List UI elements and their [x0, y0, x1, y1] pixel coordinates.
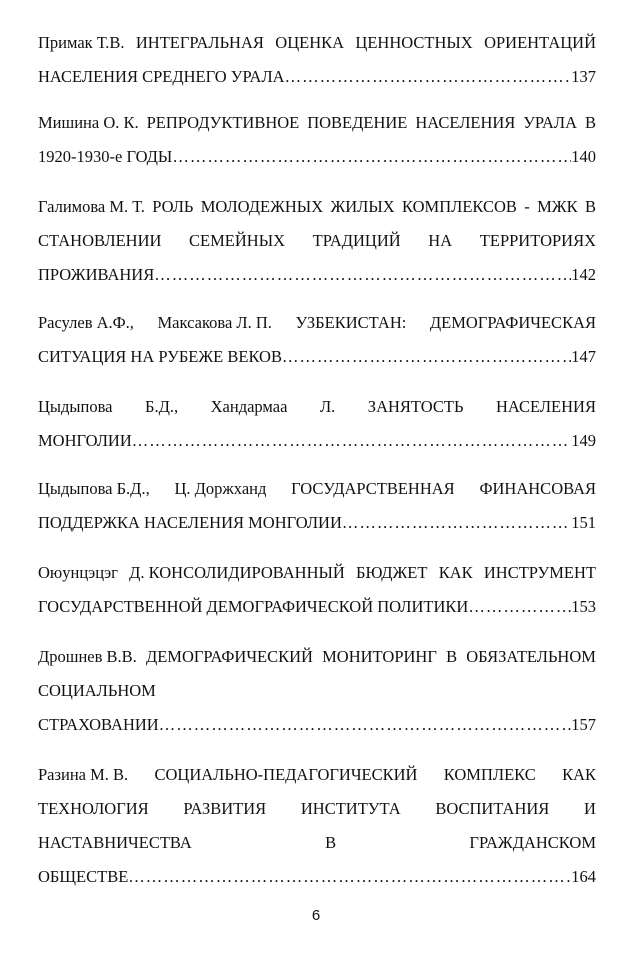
entry-word: КАК: [562, 765, 596, 784]
entry-word: Дрошнев В.В.: [38, 647, 137, 666]
entry-last-line[interactable]: [38, 708, 596, 742]
entry-word: ОРИЕНТАЦИЙ: [484, 33, 596, 52]
entry-word: ИНТЕГРАЛЬНАЯ: [135, 33, 264, 52]
entry-word: ГОСУДАРСТВЕННАЯ: [291, 479, 455, 498]
entry-word: -: [524, 197, 530, 216]
entry-line: [38, 224, 596, 258]
entry-last-line[interactable]: [38, 590, 596, 624]
page-ref: 151: [571, 513, 596, 532]
entry-word: НАСЕЛЕНИЯ: [495, 397, 596, 416]
entry-word: НАСТАВНИЧЕСТВА: [38, 833, 192, 852]
entry-last-line[interactable]: [38, 340, 596, 374]
entry-last-line[interactable]: [38, 424, 596, 458]
entry-word: ОЦЕНКА: [275, 33, 345, 52]
entry-last-line[interactable]: [38, 860, 596, 894]
entry-word: Галимова М. Т.: [38, 197, 145, 216]
entry-word: Хандармаа: [210, 397, 288, 416]
entry-word: ОБЯЗАТЕЛЬНОМ: [466, 647, 596, 666]
toc-entry: [38, 306, 596, 374]
entry-title-end: СИТУАЦИЯ НА РУБЕЖЕ ВЕКОВ: [38, 347, 282, 366]
dot-leader: [172, 140, 571, 174]
dot-leader: [282, 340, 571, 374]
page-ref: 137: [571, 67, 596, 86]
entry-word: Л.: [319, 397, 336, 416]
toc-entry: [38, 758, 596, 894]
entry-title-end: ОБЩЕСТВЕ: [38, 867, 129, 886]
entry-word: Ц. Доржханд: [174, 479, 267, 498]
entry-word: МОНИТОРИНГ: [322, 647, 437, 666]
entry-word: ИНСТРУМЕНТ: [483, 563, 596, 582]
entry-title-end: 1920-1930-е ГОДЫ: [38, 147, 173, 166]
page-number: 6: [311, 907, 321, 924]
entry-word: СОЦИАЛЬНО-ПЕДАГОГИЧЕСКИЙ: [154, 765, 418, 784]
entry-word: ПОВЕДЕНИЕ: [307, 113, 408, 132]
entry-word: ВОСПИТАНИЯ: [435, 799, 550, 818]
entry-word: КОМПЛЕКС: [443, 765, 536, 784]
entry-last-line[interactable]: [38, 258, 596, 292]
entry-word: МЖК: [537, 197, 578, 216]
entry-word: Д. КОНСОЛИДИРОВАННЫЙ: [129, 563, 345, 582]
toc-entry: [38, 190, 596, 292]
entry-line: [38, 26, 596, 60]
entry-word: Цыдыпова: [38, 397, 113, 416]
entry-word: Мишина О. К.: [38, 113, 139, 132]
entry-word: Цыдыпова Б.Д.,: [38, 479, 150, 498]
entry-word: БЮДЖЕТ: [356, 563, 428, 582]
entry-line: [38, 758, 596, 792]
dot-leader: [132, 424, 572, 458]
entry-word: РАЗВИТИЯ: [183, 799, 267, 818]
entry-word: Расулев А.Ф.,: [38, 313, 134, 332]
entry-title-end: ПОДДЕРЖКА НАСЕЛЕНИЯ МОНГОЛИИ: [38, 513, 342, 532]
entry-word: В: [584, 113, 596, 132]
entry-line: [38, 792, 596, 826]
entry-word: И: [584, 799, 596, 818]
dot-leader: [128, 860, 571, 894]
entry-word: ЗАНЯТОСТЬ: [367, 397, 464, 416]
page-ref: 153: [571, 597, 596, 616]
page-ref: 140: [571, 147, 596, 166]
dot-leader: [159, 708, 572, 742]
entry-word: УЗБЕКИСТАН:: [295, 313, 407, 332]
page-ref: 147: [571, 347, 596, 366]
dot-leader: [342, 506, 571, 540]
entry-word: НА: [428, 231, 453, 250]
entry-line: [38, 106, 596, 140]
entry-word: КОМПЛЕКСОВ: [402, 197, 517, 216]
entry-word: Б.Д.,: [145, 397, 179, 416]
entry-word: НАСЕЛЕНИЯ: [415, 113, 516, 132]
entry-word: УРАЛА: [523, 113, 578, 132]
entry-line: [38, 674, 596, 708]
table-of-contents: [38, 26, 596, 894]
dot-leader: [468, 590, 571, 624]
entry-word: В: [325, 833, 337, 852]
dot-leader: [154, 258, 571, 292]
entry-word: Максакова Л. П.: [157, 313, 272, 332]
page-ref: 149: [571, 431, 596, 450]
entry-word: СЕМЕЙНЫХ: [189, 231, 286, 250]
entry-title-end: ГОСУДАРСТВЕННОЙ ДЕМОГРАФИЧЕСКОЙ ПОЛИТИКИ: [38, 597, 469, 616]
entry-word: ТЕРРИТОРИЯХ: [479, 231, 596, 250]
entry-word: СТАНОВЛЕНИИ: [38, 231, 162, 250]
entry-word: ФИНАНСОВАЯ: [479, 479, 596, 498]
entry-line: [38, 826, 596, 860]
toc-entry: [38, 390, 596, 458]
entry-word: Разина М. В.: [38, 765, 129, 784]
entry-word: РЕПРОДУКТИВНОЕ: [146, 113, 300, 132]
entry-word: В: [584, 197, 596, 216]
entry-word: ДЕМОГРАФИЧЕСКИЙ: [145, 647, 313, 666]
entry-line: [38, 640, 596, 674]
entry-line: [38, 306, 596, 340]
toc-entry: [38, 556, 596, 624]
entry-word: В: [446, 647, 458, 666]
toc-entry: [38, 640, 596, 742]
entry-word: СОЦИАЛЬНОМ: [38, 681, 156, 700]
entry-title-end: МОНГОЛИИ: [38, 431, 132, 450]
toc-entry: [38, 106, 596, 174]
entry-word: ИНСТИТУТА: [300, 799, 401, 818]
entry-word: ГРАЖДАНСКОМ: [469, 833, 596, 852]
entry-title-end: ПРОЖИВАНИЯ: [38, 265, 155, 284]
dot-leader: [285, 60, 572, 94]
entry-word: КАК: [438, 563, 473, 582]
entry-word: ТРАДИЦИЙ: [312, 231, 401, 250]
entry-last-line[interactable]: [38, 60, 596, 94]
entry-word: Примак Т.В.: [38, 33, 125, 52]
entry-word: МОЛОДЕЖНЫХ: [200, 197, 324, 216]
page-ref: 157: [571, 715, 596, 734]
entry-title-end: НАСЕЛЕНИЯ СРЕДНЕГО УРАЛА: [38, 67, 285, 86]
entry-word: Оюунцэцэг: [38, 563, 118, 582]
entry-word: ЖИЛЫХ: [330, 197, 395, 216]
page-ref: 142: [571, 265, 596, 284]
entry-title-end: СТРАХОВАНИИ: [38, 715, 159, 734]
entry-word: РОЛЬ: [152, 197, 194, 216]
entry-word: ЦЕННОСТНЫХ: [355, 33, 473, 52]
page-ref: 164: [571, 867, 596, 886]
toc-entry: [38, 26, 596, 94]
entry-word: ДЕМОГРАФИЧЕСКАЯ: [429, 313, 596, 332]
entry-word: ТЕХНОЛОГИЯ: [38, 799, 149, 818]
entry-last-line[interactable]: [38, 506, 596, 540]
entry-last-line[interactable]: [38, 140, 596, 174]
entry-line: [38, 190, 596, 224]
entry-line: [38, 472, 596, 506]
toc-entry: [38, 472, 596, 540]
entry-line: [38, 390, 596, 424]
entry-line: [38, 556, 596, 590]
